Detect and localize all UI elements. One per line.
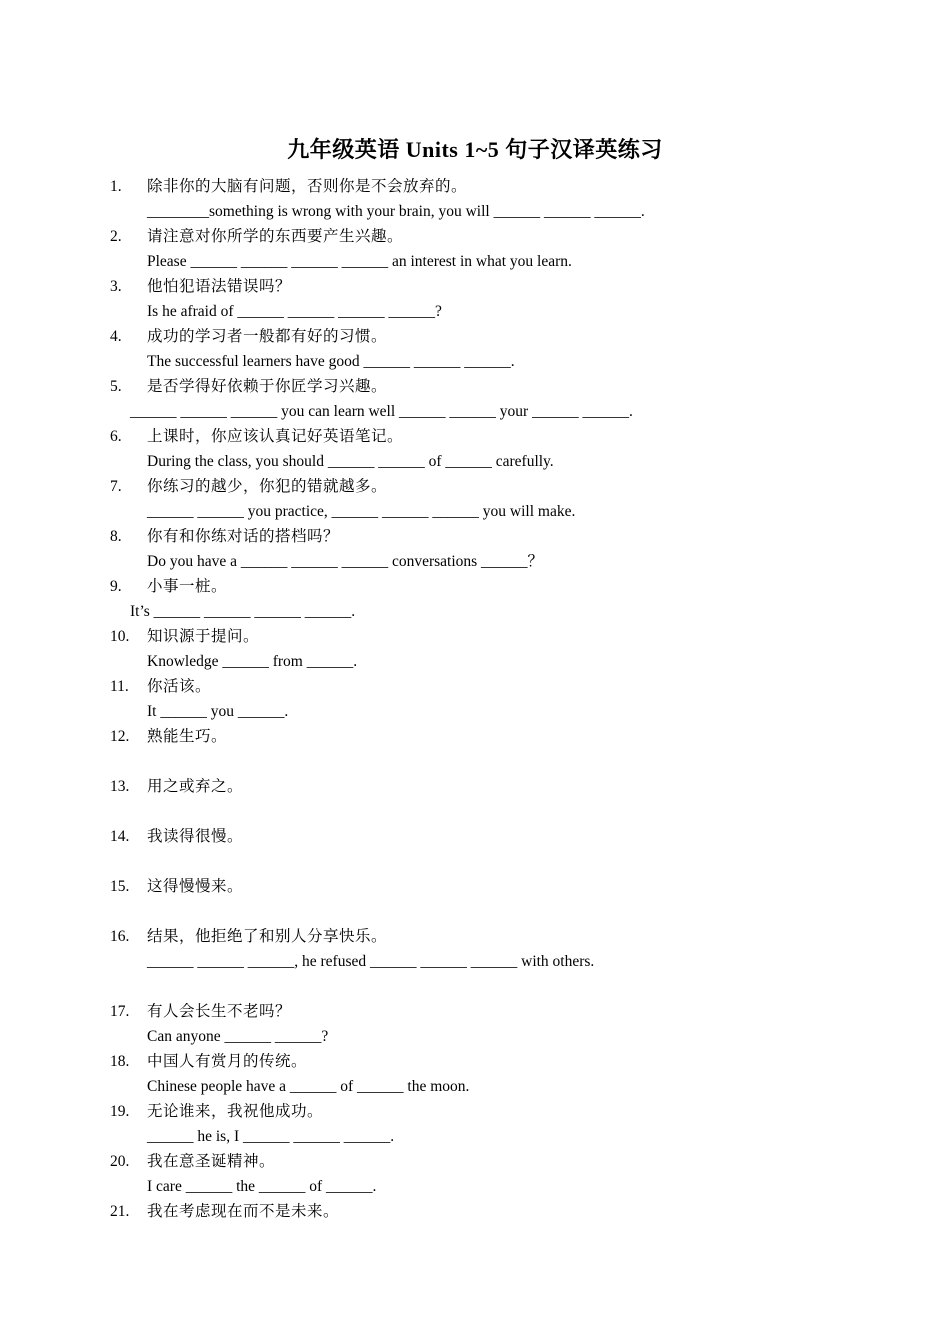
exercise-item-14 [110,824,830,874]
english-fill-in: Please ______ ______ ______ ______ an interest in what you learn. [147,253,572,270]
item-number: 12. [110,728,130,745]
item-number: 18. [110,1053,130,1070]
chinese-sentence: 上课时，你应该认真记好英语笔记。 [147,428,404,445]
item-number: 7. [110,478,122,495]
item-number: 13. [110,778,130,795]
english-fill-in: ______ ______ ______ you can learn well ______ ______ your ______ ______. [130,403,633,420]
item-number: 4. [110,328,122,345]
item-number: 2. [110,228,122,245]
chinese-sentence: 他怕犯语法错误吗？ [147,278,292,295]
exercise-item-9 [110,574,830,624]
english-fill-in: It’s ______ ______ ______ ______. [130,603,356,620]
item-number: 17. [110,1003,130,1020]
exercise-item-19 [110,1099,830,1149]
exercise-item-8 [110,524,830,574]
item-number: 20. [110,1153,130,1170]
chinese-sentence: 你练习的越少，你犯的错就越多。 [147,478,388,495]
item-number: 10. [110,628,130,645]
chinese-sentence: 熟能生巧。 [147,728,228,745]
answer-space [110,899,830,924]
chinese-sentence: 有人会长生不老吗？ [147,1003,292,1020]
exercise-item-20 [110,1149,830,1199]
page-title: 九年级英语 Units 1~5 句子汉译英练习 [287,137,663,162]
chinese-sentence: 用之或弃之。 [147,778,244,795]
chinese-sentence: 小事一桩。 [147,578,228,595]
exercise-item-6 [110,424,830,474]
english-fill-in: It ______ you ______. [147,703,289,720]
exercise-item-11 [110,674,830,724]
exercise-list [110,174,830,1224]
english-fill-in: Can anyone ______ ______? [147,1028,329,1045]
english-fill-in: ______ ______ ______, he refused ______ ______ ______ with others. [147,953,595,970]
english-fill-in: Chinese people have a ______ of ______ the moon. [147,1078,470,1095]
chinese-sentence: 你有和你练对话的搭档吗？ [147,528,340,545]
exercise-item-10 [110,624,830,674]
exercise-item-21 [110,1199,830,1224]
item-number: 19. [110,1103,130,1120]
exercise-item-3 [110,274,830,324]
exercise-item-12 [110,724,830,774]
exercise-item-1 [110,174,830,224]
chinese-sentence: 我读得很慢。 [147,828,244,845]
english-fill-in: I care ______ the ______ of ______. [147,1178,377,1195]
item-number: 16. [110,928,130,945]
item-number: 11. [110,678,129,695]
chinese-sentence: 中国人有赏月的传统。 [147,1053,308,1070]
english-fill-in: ________something is wrong with your brain, you will ______ ______ ______. [147,203,645,220]
english-fill-in: The successful learners have good ______ ______ ______. [147,353,515,370]
chinese-sentence: 成功的学习者一般都有好的习惯。 [147,328,388,345]
item-number: 15. [110,878,130,895]
item-number: 8. [110,528,122,545]
english-fill-in: Do you have a ______ ______ ______ conversations ______？ [147,553,544,570]
english-fill-in: ______ ______ you practice, ______ ______ ______ you will make. [147,503,576,520]
english-fill-in: Knowledge ______ from ______. [147,653,358,670]
exercise-item-15 [110,874,830,924]
exercise-item-18 [110,1049,830,1099]
exercise-item-4 [110,324,830,374]
exercise-item-5 [110,374,830,424]
chinese-sentence: 我在意圣诞精神。 [147,1153,276,1170]
exercise-item-2 [110,224,830,274]
answer-space [110,799,830,824]
answer-space [110,849,830,874]
chinese-sentence: 结果，他拒绝了和别人分享快乐。 [147,928,388,945]
chinese-sentence: 我在考虑现在而不是未来。 [147,1203,340,1220]
answer-space [110,749,830,774]
item-number: 1. [110,178,122,195]
english-fill-in: ______ he is, I ______ ______ ______. [147,1128,395,1145]
exercise-item-13 [110,774,830,824]
chinese-sentence: 这得慢慢来。 [147,878,244,895]
chinese-sentence: 请注意对你所学的东西要产生兴趣。 [147,228,404,245]
item-number: 3. [110,278,122,295]
chinese-sentence: 是否学得好依赖于你匠学习兴趣。 [147,378,388,395]
answer-space [110,974,830,999]
item-number: 21. [110,1203,130,1220]
english-fill-in: Is he afraid of ______ ______ ______ ______? [147,303,442,320]
english-fill-in: During the class, you should ______ ______ of ______ carefully. [147,453,554,470]
chinese-sentence: 知识源于提问。 [147,628,260,645]
chinese-sentence: 无论谁来，我祝他成功。 [147,1103,324,1120]
item-number: 14. [110,828,130,845]
item-number: 6. [110,428,122,445]
item-number: 5. [110,378,122,395]
exercise-item-16 [110,924,830,999]
chinese-sentence: 你活该。 [147,678,212,695]
chinese-sentence: 除非你的大脑有问题，否则你是不会放弃的。 [147,178,468,195]
item-number: 9. [110,578,122,595]
exercise-item-17 [110,999,830,1049]
exercise-item-7 [110,474,830,524]
